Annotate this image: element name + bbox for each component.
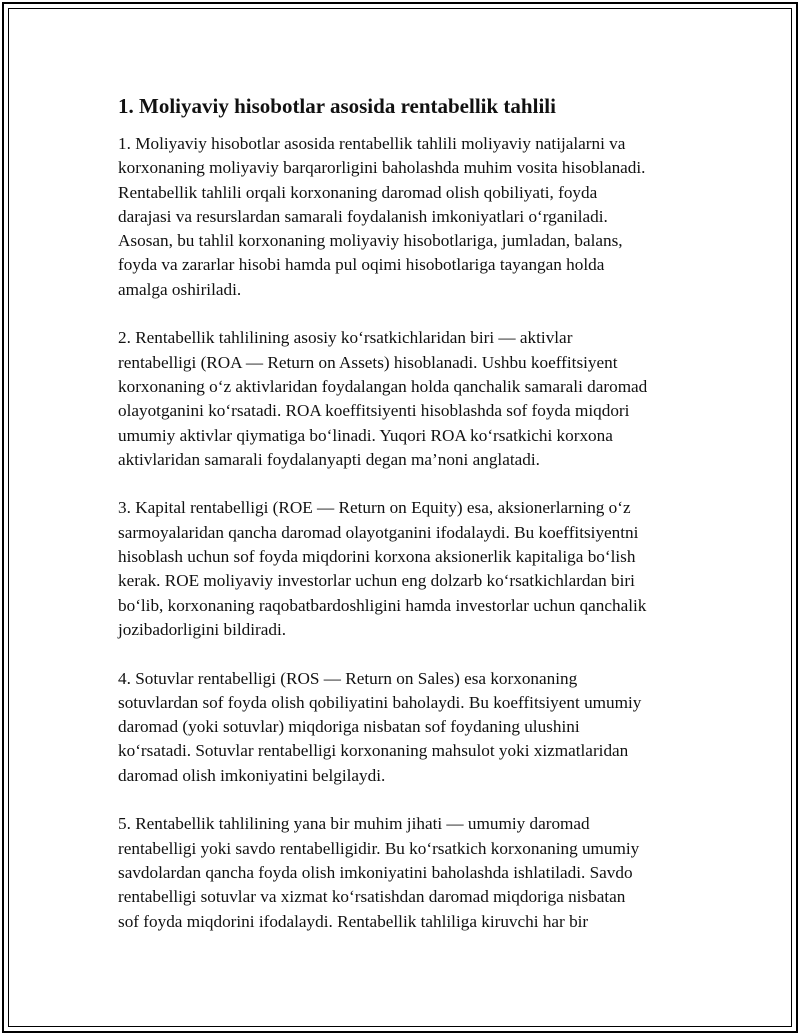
text-line: savdolardan qancha foyda olish imkoniyatini baholashda ishlatiladi. Savdo — [118, 862, 633, 882]
document-body — [118, 92, 698, 958]
document-title: 1. Moliyaviy hisobotlar asosida rentabellik tahlili — [118, 94, 556, 118]
text-line: foyda va zararlar hisobi hamda pul oqimi hisobotlariga tayangan holda — [118, 255, 605, 275]
text-line: kerak. ROE moliyaviy investorlar uchun eng dolzarb ko‘rsatkichlardan biri — [118, 571, 635, 591]
text-line: 3. Kapital rentabelligi (ROE — Return on Equity) esa, aksionerlarning o‘z — [118, 498, 631, 518]
text-line: 5. Rentabellik tahlilining yana bir muhim jihati — umumiy daromad — [118, 814, 590, 834]
text-line: korxonaning o‘z aktivlaridan foydalangan holda qanchalik samarali daromad — [118, 376, 648, 396]
paragraph-3 — [118, 496, 698, 642]
text-line: ko‘rsatadi. Sotuvlar rentabelligi korxonaning mahsulot yoki xizmatlaridan — [118, 741, 629, 761]
text-line: daromad (yoki sotuvlar) miqdoriga nisbatan sof foydaning ulushini — [118, 717, 580, 737]
text-line: 2. Rentabellik tahlilining asosiy ko‘rsatkichlaridan biri — aktivlar — [118, 328, 573, 348]
text-line: amalga oshiriladi. — [118, 279, 242, 299]
text-line: Asosan, bu tahlil korxonaning moliyaviy hisobotlariga, jumladan, balans, — [118, 231, 623, 251]
text-line: aktivlaridan samarali foydalanyapti degan ma’noni anglatadi. — [118, 449, 540, 469]
text-line: rentabelligi yoki savdo rentabelligidir. Bu ko‘rsatkich korxonaning umumiy — [118, 838, 640, 858]
text-line: Rentabellik tahlili orqali korxonaning daromad olish qobiliyati, foyda — [118, 182, 598, 202]
text-line: sarmoyalaridan qancha daromad olayotganini ifodalaydi. Bu koeffitsiyentni — [118, 522, 639, 542]
text-line: 4. Sotuvlar rentabelligi (ROS — Return on Sales) esa korxonaning — [118, 668, 578, 688]
text-line: olayotganini ko‘rsatadi. ROA koeffitsiyenti hisoblashda sof foyda miqdori — [118, 401, 630, 421]
text-line: sotuvlardan sof foyda olish qobiliyatini baholaydi. Bu koeffitsiyent umumiy — [118, 692, 642, 712]
text-line: darajasi va resurslardan samarali foydalanish imkoniyatlari o‘rganiladi. — [118, 206, 608, 226]
text-line: korxonaning moliyaviy barqarorligini baholashda muhim vosita hisoblanadi. — [118, 158, 646, 178]
text-line: rentabelligi sotuvlar va xizmat ko‘rsatishdan daromad miqdoriga nisbatan — [118, 887, 626, 907]
text-line: rentabelligi (ROA — Return on Assets) hisoblanadi. Ushbu koeffitsiyent — [118, 352, 618, 372]
text-line: hisoblash uchun sof foyda miqdorini korxona aksionerlik kapitaliga bo‘lish — [118, 547, 636, 567]
text-line: jozibadorligini bildiradi. — [118, 619, 287, 639]
paragraph-2 — [118, 326, 698, 472]
paragraph-4 — [118, 667, 698, 788]
paragraph-1 — [118, 132, 698, 302]
text-line: daromad olish imkoniyatini belgilaydi. — [118, 765, 386, 785]
text-line: sof foyda miqdorini ifodalaydi. Rentabellik tahliliga kiruvchi har bir — [118, 911, 589, 931]
text-line: 1. Moliyaviy hisobotlar asosida rentabellik tahlili moliyaviy natijalarni va — [118, 134, 626, 153]
text-line: bo‘lib, korxonaning raqobatbardoshligini hamda investorlar uchun qanchalik — [118, 595, 647, 615]
text-line: umumiy aktivlar qiymatiga bo‘linadi. Yuqori ROA ko‘rsatkichi korxona — [118, 425, 613, 445]
paragraph-5 — [118, 812, 698, 933]
